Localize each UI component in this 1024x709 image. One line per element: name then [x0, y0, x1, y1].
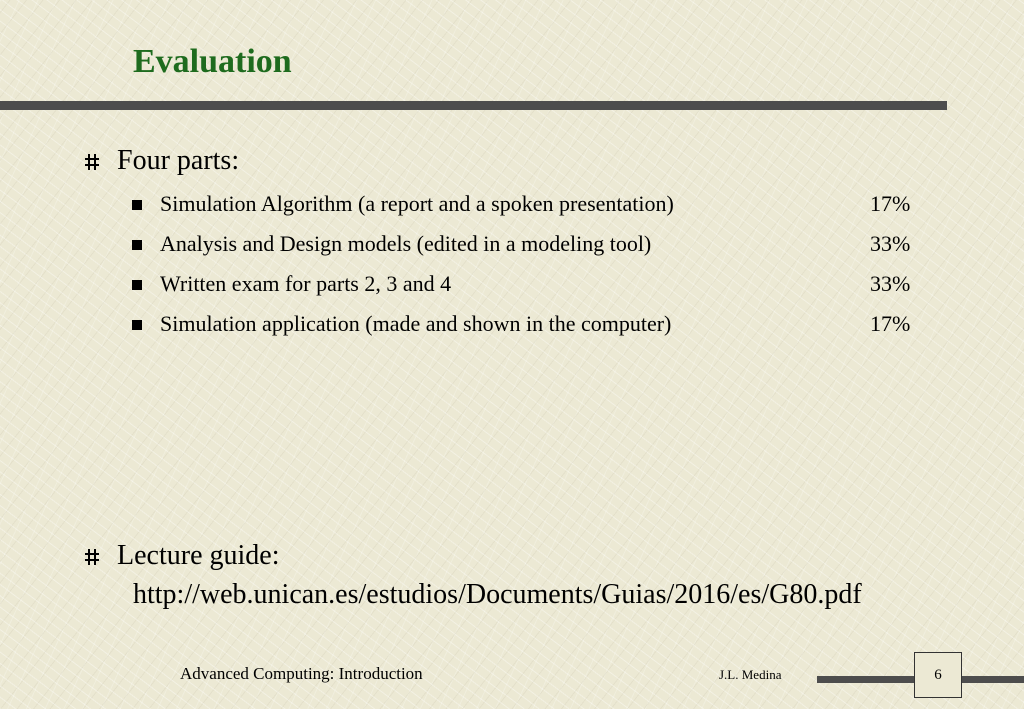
hash-bullet-icon: [82, 152, 102, 172]
section-heading-lecture-guide: Lecture guide:: [117, 540, 280, 571]
page-number: 6: [914, 652, 962, 698]
footer-author: J.L. Medina: [719, 667, 782, 682]
square-bullet-icon: [132, 200, 142, 210]
title-divider: [0, 101, 947, 110]
square-bullet-icon: [132, 280, 142, 290]
list-item-text: Written exam for parts 2, 3 and 4: [160, 271, 452, 296]
list-item-percent: 33%: [870, 271, 911, 296]
list-item-percent: 33%: [870, 231, 911, 256]
list-item-percent: 17%: [870, 191, 911, 216]
square-bullet-icon: [132, 240, 142, 250]
list-item-text: Simulation Algorithm (a report and a spoken presentation): [160, 191, 674, 216]
section-heading-four-parts: Four parts:: [117, 145, 240, 176]
list-item-percent: 17%: [870, 311, 911, 336]
footer-course-title: Advanced Computing: Introduction: [180, 664, 423, 683]
lecture-guide-link[interactable]: http://web.unican.es/estudios/Documents/Guias/2016/es/G80.pdf: [133, 579, 862, 610]
list-item-text: Analysis and Design models (edited in a modeling tool): [160, 231, 652, 256]
slide-title: Evaluation: [133, 43, 292, 80]
list-item-text: Simulation application (made and shown in the computer): [160, 311, 672, 336]
square-bullet-icon: [132, 320, 142, 330]
hash-bullet-icon: [82, 547, 102, 567]
